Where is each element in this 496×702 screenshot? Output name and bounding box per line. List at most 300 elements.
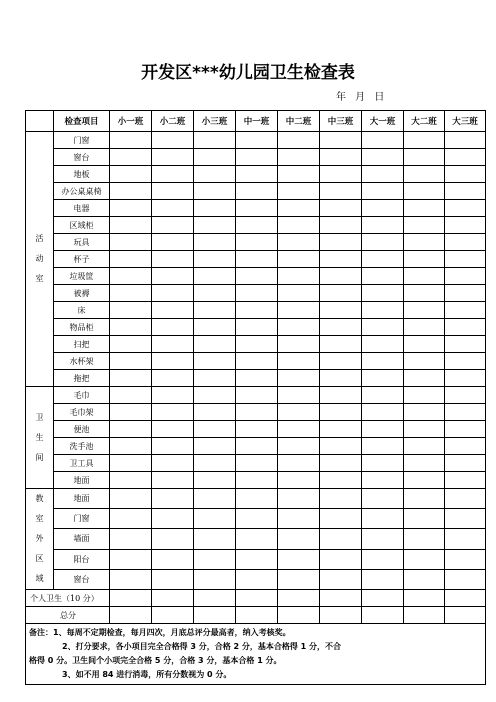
score-cell[interactable] [320, 149, 362, 166]
score-cell[interactable] [404, 336, 445, 353]
score-cell[interactable] [152, 387, 194, 404]
score-cell[interactable] [320, 234, 362, 251]
item-label: 床 [54, 302, 110, 319]
table-row [26, 404, 486, 421]
score-cell[interactable] [152, 529, 194, 549]
item-label: 阳台 [54, 549, 110, 569]
score-cell[interactable] [320, 132, 362, 149]
score-cell[interactable] [152, 166, 194, 183]
item-label: 电器 [54, 200, 110, 217]
score-cell[interactable] [278, 569, 320, 589]
score-cell[interactable] [320, 455, 362, 472]
score-cell[interactable] [362, 217, 404, 234]
score-cell[interactable] [445, 251, 486, 268]
score-cell[interactable] [404, 489, 445, 509]
table-row [26, 166, 486, 183]
score-cell[interactable] [320, 590, 362, 607]
score-cell[interactable] [362, 268, 404, 285]
score-cell[interactable] [320, 370, 362, 387]
note-line: 3、如不用 84 进行消毒，所有分数视为 0 分。 [62, 670, 232, 679]
score-cell[interactable] [110, 319, 152, 336]
score-cell[interactable] [194, 404, 236, 421]
score-cell[interactable] [236, 421, 278, 438]
item-label: 物品柜 [54, 319, 110, 336]
score-cell[interactable] [404, 149, 445, 166]
score-cell[interactable] [320, 285, 362, 302]
score-cell[interactable] [278, 472, 320, 489]
score-cell[interactable] [152, 268, 194, 285]
score-cell[interactable] [320, 200, 362, 217]
score-cell[interactable] [194, 472, 236, 489]
score-cell[interactable] [278, 183, 320, 200]
score-cell[interactable] [320, 319, 362, 336]
score-cell[interactable] [278, 251, 320, 268]
score-cell[interactable] [320, 489, 362, 509]
score-cell[interactable] [194, 489, 236, 509]
score-cell[interactable] [278, 149, 320, 166]
score-cell[interactable] [110, 438, 152, 455]
score-cell[interactable] [320, 166, 362, 183]
score-cell[interactable] [236, 404, 278, 421]
score-cell[interactable] [110, 404, 152, 421]
score-cell[interactable] [362, 285, 404, 302]
table-row [26, 569, 486, 589]
score-cell[interactable] [152, 590, 194, 607]
score-cell[interactable] [194, 549, 236, 569]
score-cell[interactable] [236, 166, 278, 183]
score-cell[interactable] [110, 217, 152, 234]
score-cell[interactable] [236, 149, 278, 166]
score-cell[interactable] [320, 404, 362, 421]
table-row [26, 319, 486, 336]
score-cell[interactable] [110, 268, 152, 285]
score-cell[interactable] [404, 234, 445, 251]
score-cell[interactable] [194, 234, 236, 251]
score-cell[interactable] [110, 509, 152, 529]
score-cell[interactable] [362, 455, 404, 472]
score-cell[interactable] [404, 607, 445, 624]
score-cell[interactable] [404, 404, 445, 421]
score-cell[interactable] [445, 455, 486, 472]
score-cell[interactable] [445, 529, 486, 549]
table-row [26, 387, 486, 404]
score-cell[interactable] [278, 489, 320, 509]
score-cell[interactable] [362, 509, 404, 529]
score-cell[interactable] [404, 319, 445, 336]
score-cell[interactable] [320, 438, 362, 455]
score-cell[interactable] [194, 200, 236, 217]
header-class: 小二班 [152, 111, 194, 132]
item-label: 水杯架 [54, 353, 110, 370]
score-cell[interactable] [445, 590, 486, 607]
score-cell[interactable] [236, 549, 278, 569]
score-cell[interactable] [445, 302, 486, 319]
score-cell[interactable] [152, 404, 194, 421]
table-row [26, 455, 486, 472]
score-cell[interactable] [110, 353, 152, 370]
score-cell[interactable] [445, 387, 486, 404]
score-cell[interactable] [278, 404, 320, 421]
score-cell[interactable] [278, 217, 320, 234]
score-cell[interactable] [110, 234, 152, 251]
score-cell[interactable] [110, 472, 152, 489]
score-cell[interactable] [404, 285, 445, 302]
item-label: 墙面 [54, 529, 110, 549]
score-cell[interactable] [236, 489, 278, 509]
score-cell[interactable] [404, 455, 445, 472]
score-cell[interactable] [278, 438, 320, 455]
score-cell[interactable] [152, 200, 194, 217]
score-cell[interactable] [236, 268, 278, 285]
score-cell[interactable] [362, 590, 404, 607]
score-cell[interactable] [445, 217, 486, 234]
score-cell[interactable] [236, 509, 278, 529]
table-row [26, 149, 486, 166]
table-row [26, 251, 486, 268]
header-class: 中二班 [278, 111, 320, 132]
score-cell[interactable] [236, 438, 278, 455]
score-cell[interactable] [152, 472, 194, 489]
personal-hygiene-row [26, 590, 486, 607]
score-cell[interactable] [445, 370, 486, 387]
score-cell[interactable] [362, 387, 404, 404]
score-cell[interactable] [236, 302, 278, 319]
score-cell[interactable] [110, 607, 152, 624]
score-cell[interactable] [362, 569, 404, 589]
table-row [26, 370, 486, 387]
score-cell[interactable] [445, 166, 486, 183]
score-cell[interactable] [404, 217, 445, 234]
item-label: 毛巾 [54, 387, 110, 404]
score-cell[interactable] [110, 302, 152, 319]
score-cell[interactable] [362, 607, 404, 624]
score-cell[interactable] [110, 529, 152, 549]
item-label: 窗台 [54, 569, 110, 589]
score-cell[interactable] [320, 421, 362, 438]
score-cell[interactable] [404, 472, 445, 489]
score-cell[interactable] [110, 549, 152, 569]
score-cell[interactable] [236, 370, 278, 387]
score-cell[interactable] [194, 336, 236, 353]
score-cell[interactable] [152, 285, 194, 302]
score-cell[interactable] [194, 455, 236, 472]
score-cell[interactable] [404, 590, 445, 607]
score-cell[interactable] [236, 285, 278, 302]
score-cell[interactable] [320, 569, 362, 589]
score-cell[interactable] [194, 353, 236, 370]
score-cell[interactable] [110, 285, 152, 302]
score-cell[interactable] [194, 319, 236, 336]
score-cell[interactable] [152, 149, 194, 166]
score-cell[interactable] [194, 251, 236, 268]
score-cell[interactable] [194, 607, 236, 624]
score-cell[interactable] [110, 200, 152, 217]
score-cell[interactable] [110, 183, 152, 200]
score-cell[interactable] [320, 549, 362, 569]
table-row [26, 529, 486, 549]
score-cell[interactable] [152, 455, 194, 472]
score-cell[interactable] [152, 438, 194, 455]
score-cell[interactable] [110, 370, 152, 387]
score-cell[interactable] [404, 549, 445, 569]
score-cell[interactable] [278, 132, 320, 149]
score-cell[interactable] [152, 336, 194, 353]
score-cell[interactable] [445, 438, 486, 455]
score-cell[interactable] [110, 132, 152, 149]
header-row [26, 111, 486, 132]
score-cell[interactable] [110, 387, 152, 404]
score-cell[interactable] [445, 353, 486, 370]
score-cell[interactable] [404, 353, 445, 370]
score-cell[interactable] [194, 569, 236, 589]
score-cell[interactable] [236, 607, 278, 624]
score-cell[interactable] [194, 183, 236, 200]
score-cell[interactable] [445, 472, 486, 489]
score-cell[interactable] [445, 285, 486, 302]
score-cell[interactable] [236, 336, 278, 353]
score-cell[interactable] [194, 421, 236, 438]
score-cell[interactable] [362, 234, 404, 251]
score-cell[interactable] [194, 285, 236, 302]
score-cell[interactable] [404, 387, 445, 404]
score-cell[interactable] [278, 285, 320, 302]
score-cell[interactable] [445, 421, 486, 438]
score-cell[interactable] [445, 132, 486, 149]
score-cell[interactable] [278, 387, 320, 404]
score-cell[interactable] [152, 234, 194, 251]
score-cell[interactable] [194, 302, 236, 319]
score-cell[interactable] [445, 489, 486, 509]
score-cell[interactable] [236, 569, 278, 589]
score-cell[interactable] [278, 455, 320, 472]
table-row [26, 217, 486, 234]
score-cell[interactable] [152, 370, 194, 387]
table-row [26, 489, 486, 509]
score-cell[interactable] [194, 166, 236, 183]
item-label: 窗台 [54, 149, 110, 166]
score-cell[interactable] [404, 166, 445, 183]
score-cell[interactable] [445, 149, 486, 166]
score-cell[interactable] [320, 268, 362, 285]
score-cell[interactable] [445, 234, 486, 251]
score-cell[interactable] [445, 268, 486, 285]
header-class: 大二班 [404, 111, 445, 132]
score-cell[interactable] [278, 509, 320, 529]
score-cell[interactable] [320, 472, 362, 489]
score-cell[interactable] [445, 509, 486, 529]
score-cell[interactable] [236, 319, 278, 336]
area-label: 教室外区域 [26, 489, 54, 590]
score-cell[interactable] [404, 509, 445, 529]
score-cell[interactable] [362, 404, 404, 421]
score-cell[interactable] [194, 132, 236, 149]
score-cell[interactable] [445, 336, 486, 353]
score-cell[interactable] [110, 251, 152, 268]
score-cell[interactable] [362, 183, 404, 200]
score-cell[interactable] [236, 353, 278, 370]
score-cell[interactable] [445, 200, 486, 217]
score-cell[interactable] [152, 319, 194, 336]
score-cell[interactable] [152, 302, 194, 319]
score-cell[interactable] [362, 336, 404, 353]
score-cell[interactable] [110, 336, 152, 353]
score-cell[interactable] [194, 509, 236, 529]
score-cell[interactable] [445, 549, 486, 569]
score-cell[interactable] [404, 251, 445, 268]
score-cell[interactable] [278, 336, 320, 353]
score-cell[interactable] [278, 353, 320, 370]
header-class: 小三班 [194, 111, 236, 132]
date-line: 年 月 日 [336, 92, 385, 103]
table-row [26, 285, 486, 302]
header-class: 大三班 [445, 111, 486, 132]
score-cell[interactable] [320, 183, 362, 200]
score-cell[interactable] [236, 455, 278, 472]
score-cell[interactable] [320, 353, 362, 370]
score-cell[interactable] [362, 472, 404, 489]
score-cell[interactable] [404, 438, 445, 455]
score-cell[interactable] [445, 607, 486, 624]
table-row [26, 268, 486, 285]
item-label: 扫把 [54, 336, 110, 353]
score-cell[interactable] [445, 319, 486, 336]
table-row [26, 336, 486, 353]
header-class: 中一班 [236, 111, 278, 132]
score-cell[interactable] [362, 529, 404, 549]
score-cell[interactable] [320, 217, 362, 234]
score-cell[interactable] [404, 268, 445, 285]
item-label: 办公桌桌椅 [54, 183, 110, 200]
score-cell[interactable] [194, 387, 236, 404]
score-cell[interactable] [110, 489, 152, 509]
score-cell[interactable] [278, 529, 320, 549]
score-cell[interactable] [278, 607, 320, 624]
score-cell[interactable] [362, 319, 404, 336]
score-cell[interactable] [236, 200, 278, 217]
score-cell[interactable] [110, 455, 152, 472]
score-cell[interactable] [362, 421, 404, 438]
item-label: 地面 [54, 489, 110, 509]
score-cell[interactable] [110, 166, 152, 183]
score-cell[interactable] [278, 268, 320, 285]
score-cell[interactable] [110, 149, 152, 166]
score-cell[interactable] [194, 529, 236, 549]
score-cell[interactable] [445, 569, 486, 589]
score-cell[interactable] [320, 387, 362, 404]
score-cell[interactable] [278, 319, 320, 336]
score-cell[interactable] [152, 251, 194, 268]
score-cell[interactable] [362, 549, 404, 569]
score-cell[interactable] [445, 404, 486, 421]
score-cell[interactable] [152, 607, 194, 624]
score-cell[interactable] [194, 217, 236, 234]
score-cell[interactable] [152, 509, 194, 529]
score-cell[interactable] [278, 421, 320, 438]
score-cell[interactable] [110, 590, 152, 607]
score-cell[interactable] [320, 302, 362, 319]
score-cell[interactable] [236, 251, 278, 268]
table-row [26, 200, 486, 217]
score-cell[interactable] [152, 549, 194, 569]
score-cell[interactable] [236, 529, 278, 549]
score-cell[interactable] [194, 149, 236, 166]
score-cell[interactable] [320, 607, 362, 624]
score-cell[interactable] [362, 200, 404, 217]
score-cell[interactable] [152, 183, 194, 200]
score-cell[interactable] [404, 421, 445, 438]
score-cell[interactable] [152, 132, 194, 149]
score-cell[interactable] [404, 302, 445, 319]
score-cell[interactable] [362, 302, 404, 319]
score-cell[interactable] [152, 569, 194, 589]
score-cell[interactable] [404, 132, 445, 149]
score-cell[interactable] [152, 421, 194, 438]
score-cell[interactable] [404, 569, 445, 589]
score-cell[interactable] [278, 370, 320, 387]
table-body [26, 132, 486, 590]
score-cell[interactable] [236, 472, 278, 489]
table-row [26, 438, 486, 455]
score-cell[interactable] [320, 529, 362, 549]
score-cell[interactable] [194, 438, 236, 455]
score-cell[interactable] [152, 489, 194, 509]
table-row [26, 509, 486, 529]
score-cell[interactable] [320, 509, 362, 529]
score-cell[interactable] [362, 132, 404, 149]
score-cell[interactable] [236, 183, 278, 200]
score-cell[interactable] [278, 549, 320, 569]
score-cell[interactable] [110, 421, 152, 438]
score-cell[interactable] [362, 166, 404, 183]
score-cell[interactable] [278, 200, 320, 217]
score-cell[interactable] [278, 590, 320, 607]
score-cell[interactable] [236, 132, 278, 149]
score-cell[interactable] [110, 569, 152, 589]
item-label: 玩具 [54, 234, 110, 251]
score-cell[interactable] [362, 353, 404, 370]
score-cell[interactable] [362, 489, 404, 509]
table-row [26, 353, 486, 370]
score-cell[interactable] [320, 336, 362, 353]
header-item: 检查项目 [54, 111, 110, 132]
score-cell[interactable] [404, 183, 445, 200]
score-cell[interactable] [236, 234, 278, 251]
score-cell[interactable] [152, 217, 194, 234]
total-row [26, 607, 486, 624]
score-cell[interactable] [362, 149, 404, 166]
score-cell[interactable] [445, 183, 486, 200]
score-cell[interactable] [404, 370, 445, 387]
score-cell[interactable] [194, 268, 236, 285]
score-cell[interactable] [278, 166, 320, 183]
item-label: 区域柜 [54, 217, 110, 234]
score-cell[interactable] [320, 251, 362, 268]
score-cell[interactable] [236, 590, 278, 607]
score-cell[interactable] [404, 200, 445, 217]
score-cell[interactable] [236, 217, 278, 234]
score-cell[interactable] [152, 353, 194, 370]
score-cell[interactable] [362, 251, 404, 268]
item-label: 毛巾架 [54, 404, 110, 421]
score-cell[interactable] [362, 370, 404, 387]
score-cell[interactable] [362, 438, 404, 455]
score-cell[interactable] [194, 590, 236, 607]
score-cell[interactable] [404, 529, 445, 549]
score-cell[interactable] [236, 387, 278, 404]
score-cell[interactable] [194, 370, 236, 387]
score-cell[interactable] [278, 302, 320, 319]
score-cell[interactable] [278, 234, 320, 251]
